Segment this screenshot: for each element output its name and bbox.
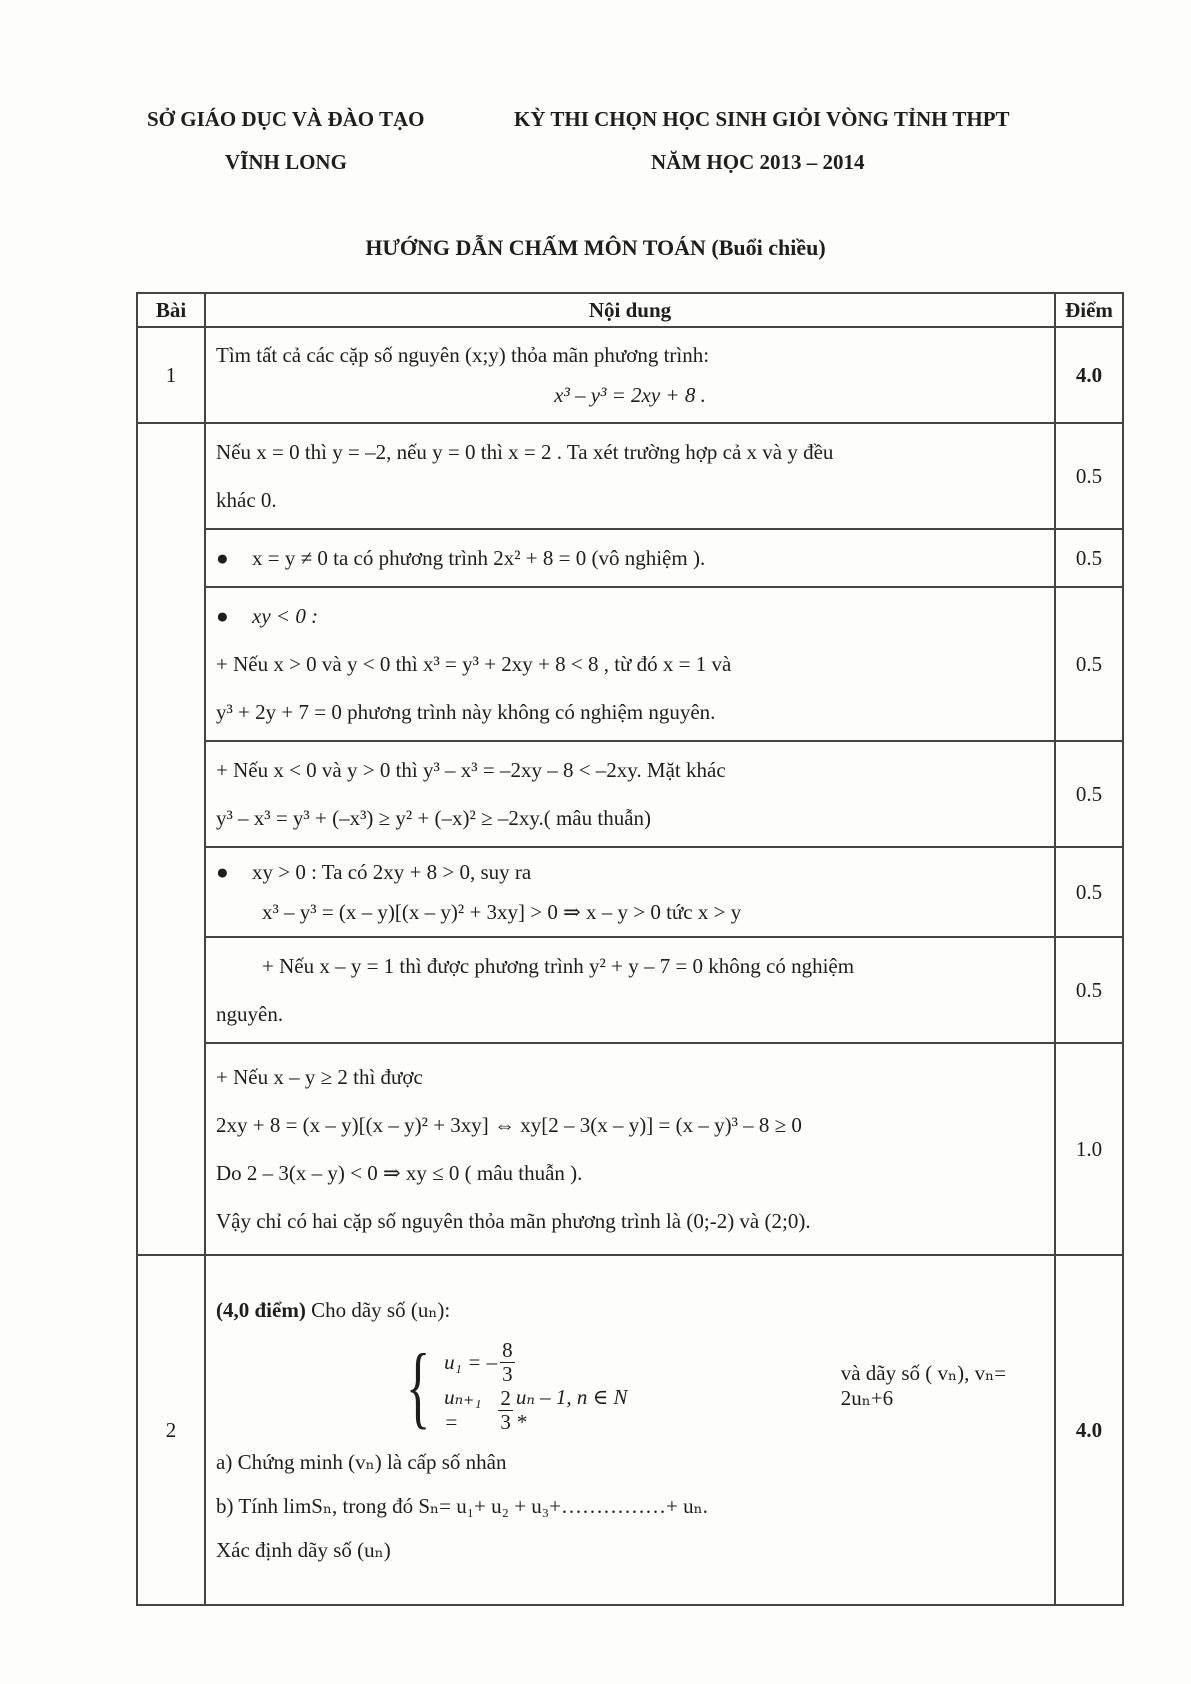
step3-line1: xy < 0 : — [252, 604, 319, 628]
u1-denominator: 3 — [502, 1361, 513, 1386]
table-row — [137, 937, 1123, 1043]
un-denominator: 3 — [500, 1409, 511, 1434]
step3-points: 0.5 — [1055, 587, 1123, 741]
un-lhs: uₙ₊₁ = — [444, 1385, 482, 1434]
step7-line2: 2xy + 8 = (x – y)[(x – y)² + 3xy] ⇔ xy[2 – 3(x – y)] = (x – y)³ – 8 ≥ 0 — [216, 1113, 802, 1137]
step3-line2: + Nếu x > 0 và y < 0 thì x³ = y³ + 2xy + 8 < 8 , từ đó x = 1 và — [216, 652, 732, 676]
grading-table — [136, 292, 1124, 1606]
exam-name: KỲ THI CHỌN HỌC SINH GIỎI VÒNG TỈNH THPT — [514, 107, 1010, 131]
un-numerator: 2 — [500, 1386, 511, 1411]
step5-line1: xy > 0 : Ta có 2xy + 8 > 0, suy ra — [252, 860, 532, 884]
step2-line1: x = y ≠ 0 ta có phương trình 2x² + 8 = 0 (vô nghiệm ). — [252, 546, 706, 570]
bullet-icon: ● — [216, 546, 229, 570]
step7-points: 1.0 — [1055, 1043, 1123, 1255]
problem2-part-a: a) Chứng minh (vₙ) là cấp số nhân — [216, 1450, 507, 1474]
step1-points: 0.5 — [1055, 423, 1123, 529]
step6-line1: + Nếu x – y = 1 thì được phương trình y² + y – 7 = 0 không có nghiệm — [262, 954, 855, 978]
problem1-steps-spacer — [137, 423, 205, 1255]
problem2-part-c: Xác định dãy số (uₙ) — [216, 1538, 391, 1562]
problem1-statement: Tìm tất cả các cặp số nguyên (x;y) thỏa mãn phương trình: — [216, 343, 710, 367]
bullet-icon: ● — [216, 860, 229, 884]
vn-definition: và dãy số ( vₙ), vₙ= 2uₙ+6 — [840, 1361, 1007, 1410]
step4-points: 0.5 — [1055, 741, 1123, 847]
table-row — [137, 423, 1123, 529]
problem2-intro: Cho dãy số (uₙ): — [311, 1298, 451, 1322]
step4-content — [205, 741, 1055, 847]
table-row — [137, 847, 1123, 937]
table-row — [137, 529, 1123, 587]
step6-line2: nguyên. — [216, 1002, 284, 1026]
problem2-number: 2 — [137, 1255, 205, 1605]
step1-content — [205, 423, 1055, 529]
step4-line1: + Nếu x < 0 và y > 0 thì y³ – x³ = –2xy – 8 < –2xy. Mặt khác — [216, 758, 726, 782]
problem2-part-b: b) Tính limSₙ, trong đó Sₙ= u₁+ u₂ + u₃+……………+ uₙ. — [216, 1494, 708, 1518]
step5-line2: x³ – y³ = (x – y)[(x – y)² + 3xy] > 0 ⇒ x – y > 0 tức x > y — [262, 900, 742, 924]
step7-line3: Do 2 – 3(x – y) < 0 ⇒ xy ≤ 0 ( mâu thuẫn ). — [216, 1161, 583, 1185]
problem2-content — [205, 1255, 1055, 1605]
col-header-bai: Bài — [137, 293, 205, 327]
table-row — [137, 1043, 1123, 1255]
col-header-diem: Điểm — [1055, 293, 1123, 327]
un-rhs: uₙ – 1, n ∈ N * — [515, 1385, 628, 1434]
document-title: HƯỚNG DẪN CHẤM MÔN TOÁN (Buổi chiều) — [365, 235, 826, 260]
step7-line4: Vậy chỉ có hai cặp số nguyên thỏa mãn phương trình là (0;-2) và (2;0). — [216, 1209, 811, 1233]
step6-content — [205, 937, 1055, 1043]
step7-content — [205, 1043, 1055, 1255]
step3-content — [205, 587, 1055, 741]
problem1-number: 1 — [137, 327, 205, 423]
table-row — [137, 587, 1123, 741]
step6-points: 0.5 — [1055, 937, 1123, 1043]
step7-line1: + Nếu x – y ≥ 2 thì được — [216, 1065, 423, 1089]
sequence-definition — [216, 1335, 1044, 1437]
province-name: VĨNH LONG — [225, 150, 347, 174]
step1-line2: khác 0. — [216, 488, 277, 512]
table-header-row — [137, 293, 1123, 327]
problem1-equation: x³ – y³ = 2xy + 8 . — [554, 383, 706, 407]
u1-lhs: u₁ = – — [444, 1349, 498, 1374]
problem2-row — [137, 1255, 1123, 1605]
step2-content — [205, 529, 1055, 587]
step1-line1: Nếu x = 0 thì y = –2, nếu y = 0 thì x = 2 . Ta xét trường hợp cả x và y đều — [216, 440, 834, 464]
school-year: NĂM HỌC 2013 – 2014 — [651, 150, 865, 174]
bullet-icon: ● — [216, 604, 229, 628]
step5-points: 0.5 — [1055, 847, 1123, 937]
problem2-points: 4.0 — [1055, 1255, 1123, 1605]
col-header-noidung: Nội dung — [205, 293, 1055, 327]
brace-icon: { — [405, 1335, 431, 1437]
step3-line3: y³ + 2y + 7 = 0 phương trình này không có nghiệm nguyên. — [216, 700, 716, 724]
problem1-points: 4.0 — [1055, 327, 1123, 423]
table-row — [137, 741, 1123, 847]
step5-content — [205, 847, 1055, 937]
dept-name: SỞ GIÁO DỤC VÀ ĐÀO TẠO — [147, 107, 425, 131]
step4-line2: y³ – x³ = y³ + (–x³) ≥ y² + (–x)² ≥ –2xy.( mâu thuẫn) — [216, 806, 652, 830]
step2-points: 0.5 — [1055, 529, 1123, 587]
u1-numerator: 8 — [502, 1338, 513, 1363]
problem2-points-label: (4,0 điểm) — [216, 1298, 306, 1322]
problem1-row — [137, 327, 1123, 423]
problem1-content — [205, 327, 1055, 423]
